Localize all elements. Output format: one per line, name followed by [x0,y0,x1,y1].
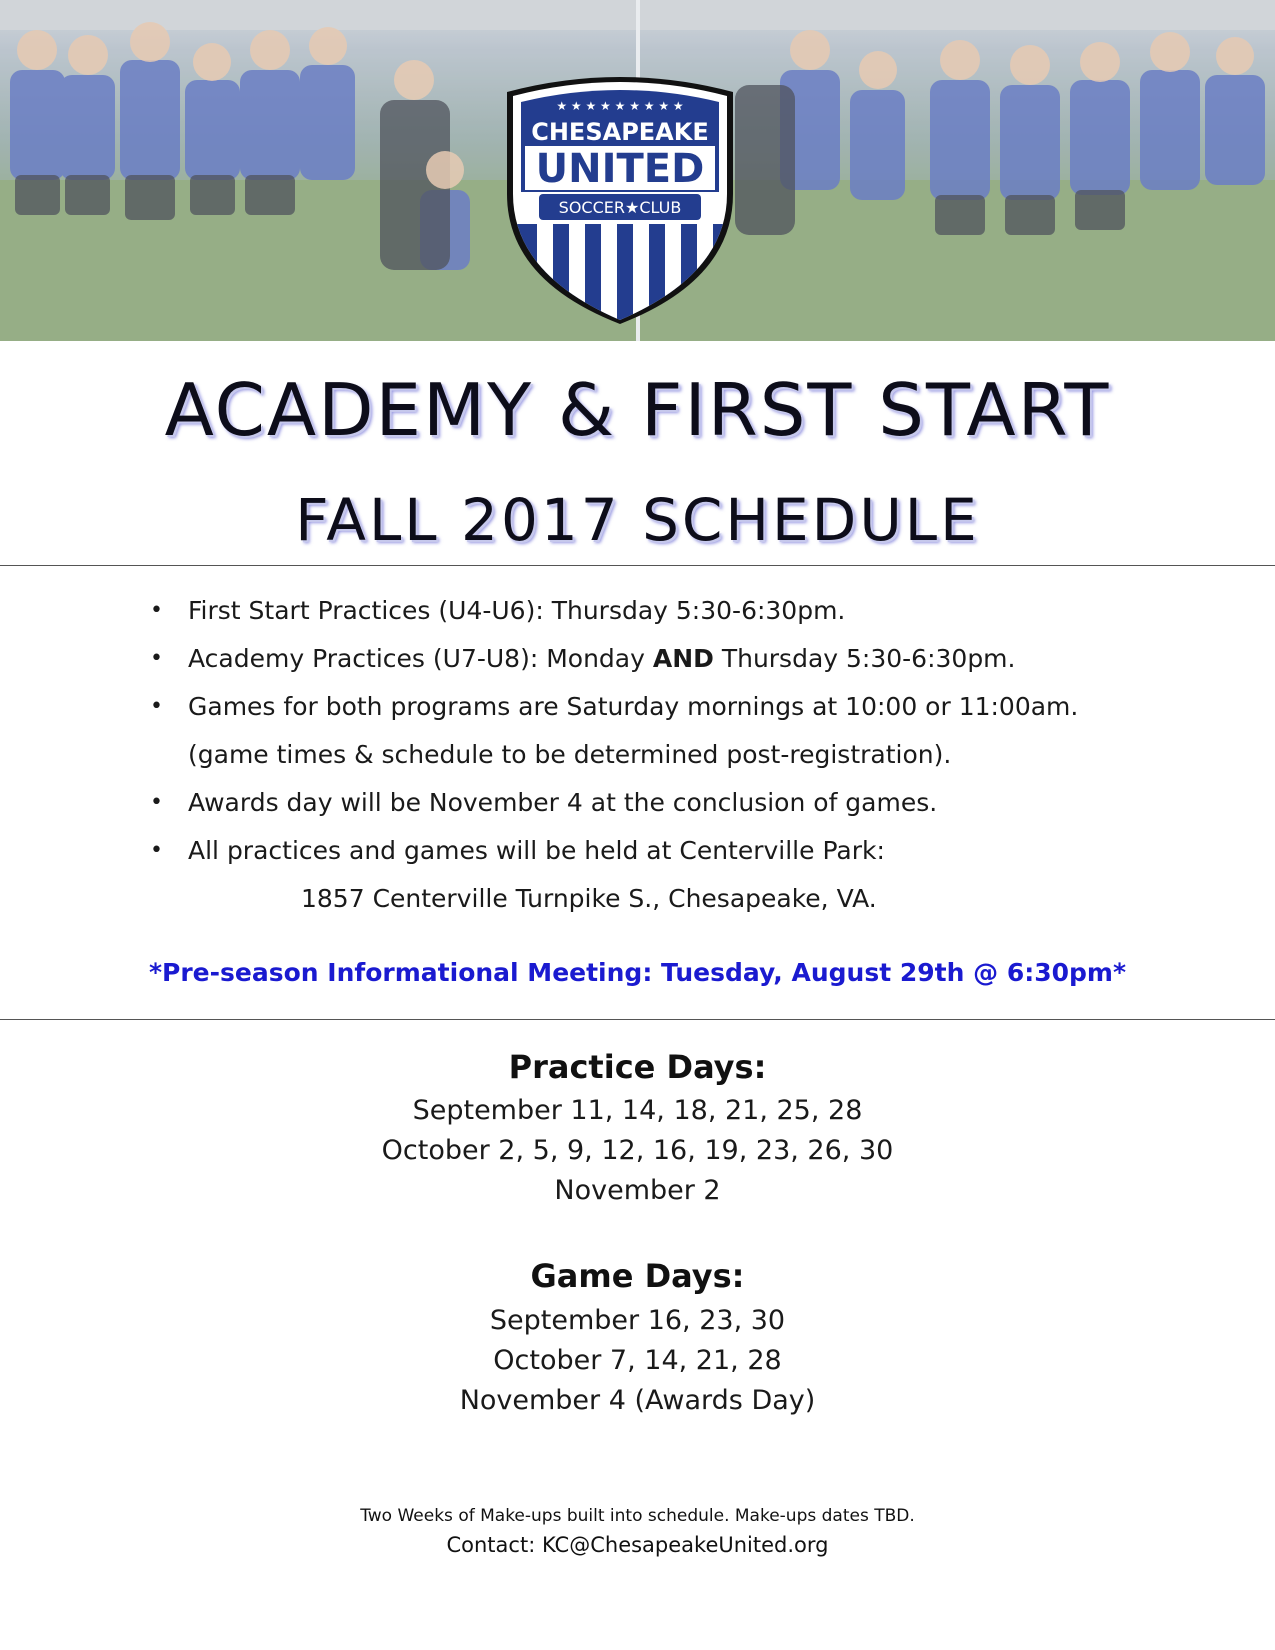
bullet-icon: • [150,838,163,863]
crest-name-line3: SOCCER★CLUB [558,198,682,217]
contact-info: Contact: KC@ChesapeakeUnited.org [446,1533,829,1557]
game-days-list [0,1301,1275,1421]
team-photo-banner [0,0,1275,341]
list-item: • First Start Practices (U4-U6): Thursday 5:30-6:30pm. [148,587,1208,635]
game-days-heading: Game Days: [530,1257,745,1295]
bullet-icon: • [150,646,163,671]
crest-name-line2: UNITED [535,146,705,192]
bullet-icon: • [150,598,163,623]
practice-days-heading: Practice Days: [508,1048,767,1086]
list-item: November 4 (Awards Day) [459,1385,816,1416]
page-title: ACADEMY & FIRST START [164,368,1111,452]
page-subtitle: FALL 2017 SCHEDULE [295,486,980,554]
club-crest-logo [499,74,741,324]
bullet-icon: • [150,790,163,815]
list-item: November 2 [554,1175,721,1206]
crest-name-line1: CHESAPEAKE [531,118,709,146]
list-item: September 11, 14, 18, 21, 25, 28 [412,1095,863,1126]
meeting-notice: *Pre-season Informational Meeting: Tuesday, August 29th @ 6:30pm* [148,958,1127,987]
list-item: • Games for both programs are Saturday mornings at 10:00 or 11:00am. (game times & schedule to be determined post-registration). [148,683,1208,779]
practice-days-list [0,1091,1275,1211]
program-info-list [148,587,1208,923]
divider-middle [0,1019,1275,1020]
park-address: 1857 Centerville Turnpike S., Chesapeake, VA. [301,884,877,913]
makeup-note: Two Weeks of Make-ups built into schedule. Make-ups dates TBD. [360,1506,915,1526]
list-item: • Awards day will be November 4 at the conclusion of games. [148,779,1208,827]
divider-top [0,565,1275,566]
list-item: • All practices and games will be held at Centerville Park: 1857 Centerville Turnpike S., Chesapeake, VA. [148,827,1208,923]
svg-text:★ ★ ★ ★ ★ ★ ★ ★ ★: ★ ★ ★ ★ ★ ★ ★ ★ ★ [556,99,684,113]
list-item: September 16, 23, 30 [489,1305,786,1336]
list-item: October 2, 5, 9, 12, 16, 19, 23, 26, 30 [381,1135,894,1166]
list-item: • Academy Practices (U7-U8): Monday AND Thursday 5:30-6:30pm. [148,635,1208,683]
list-item: October 7, 14, 21, 28 [493,1345,782,1376]
bullet-icon: • [150,694,163,719]
